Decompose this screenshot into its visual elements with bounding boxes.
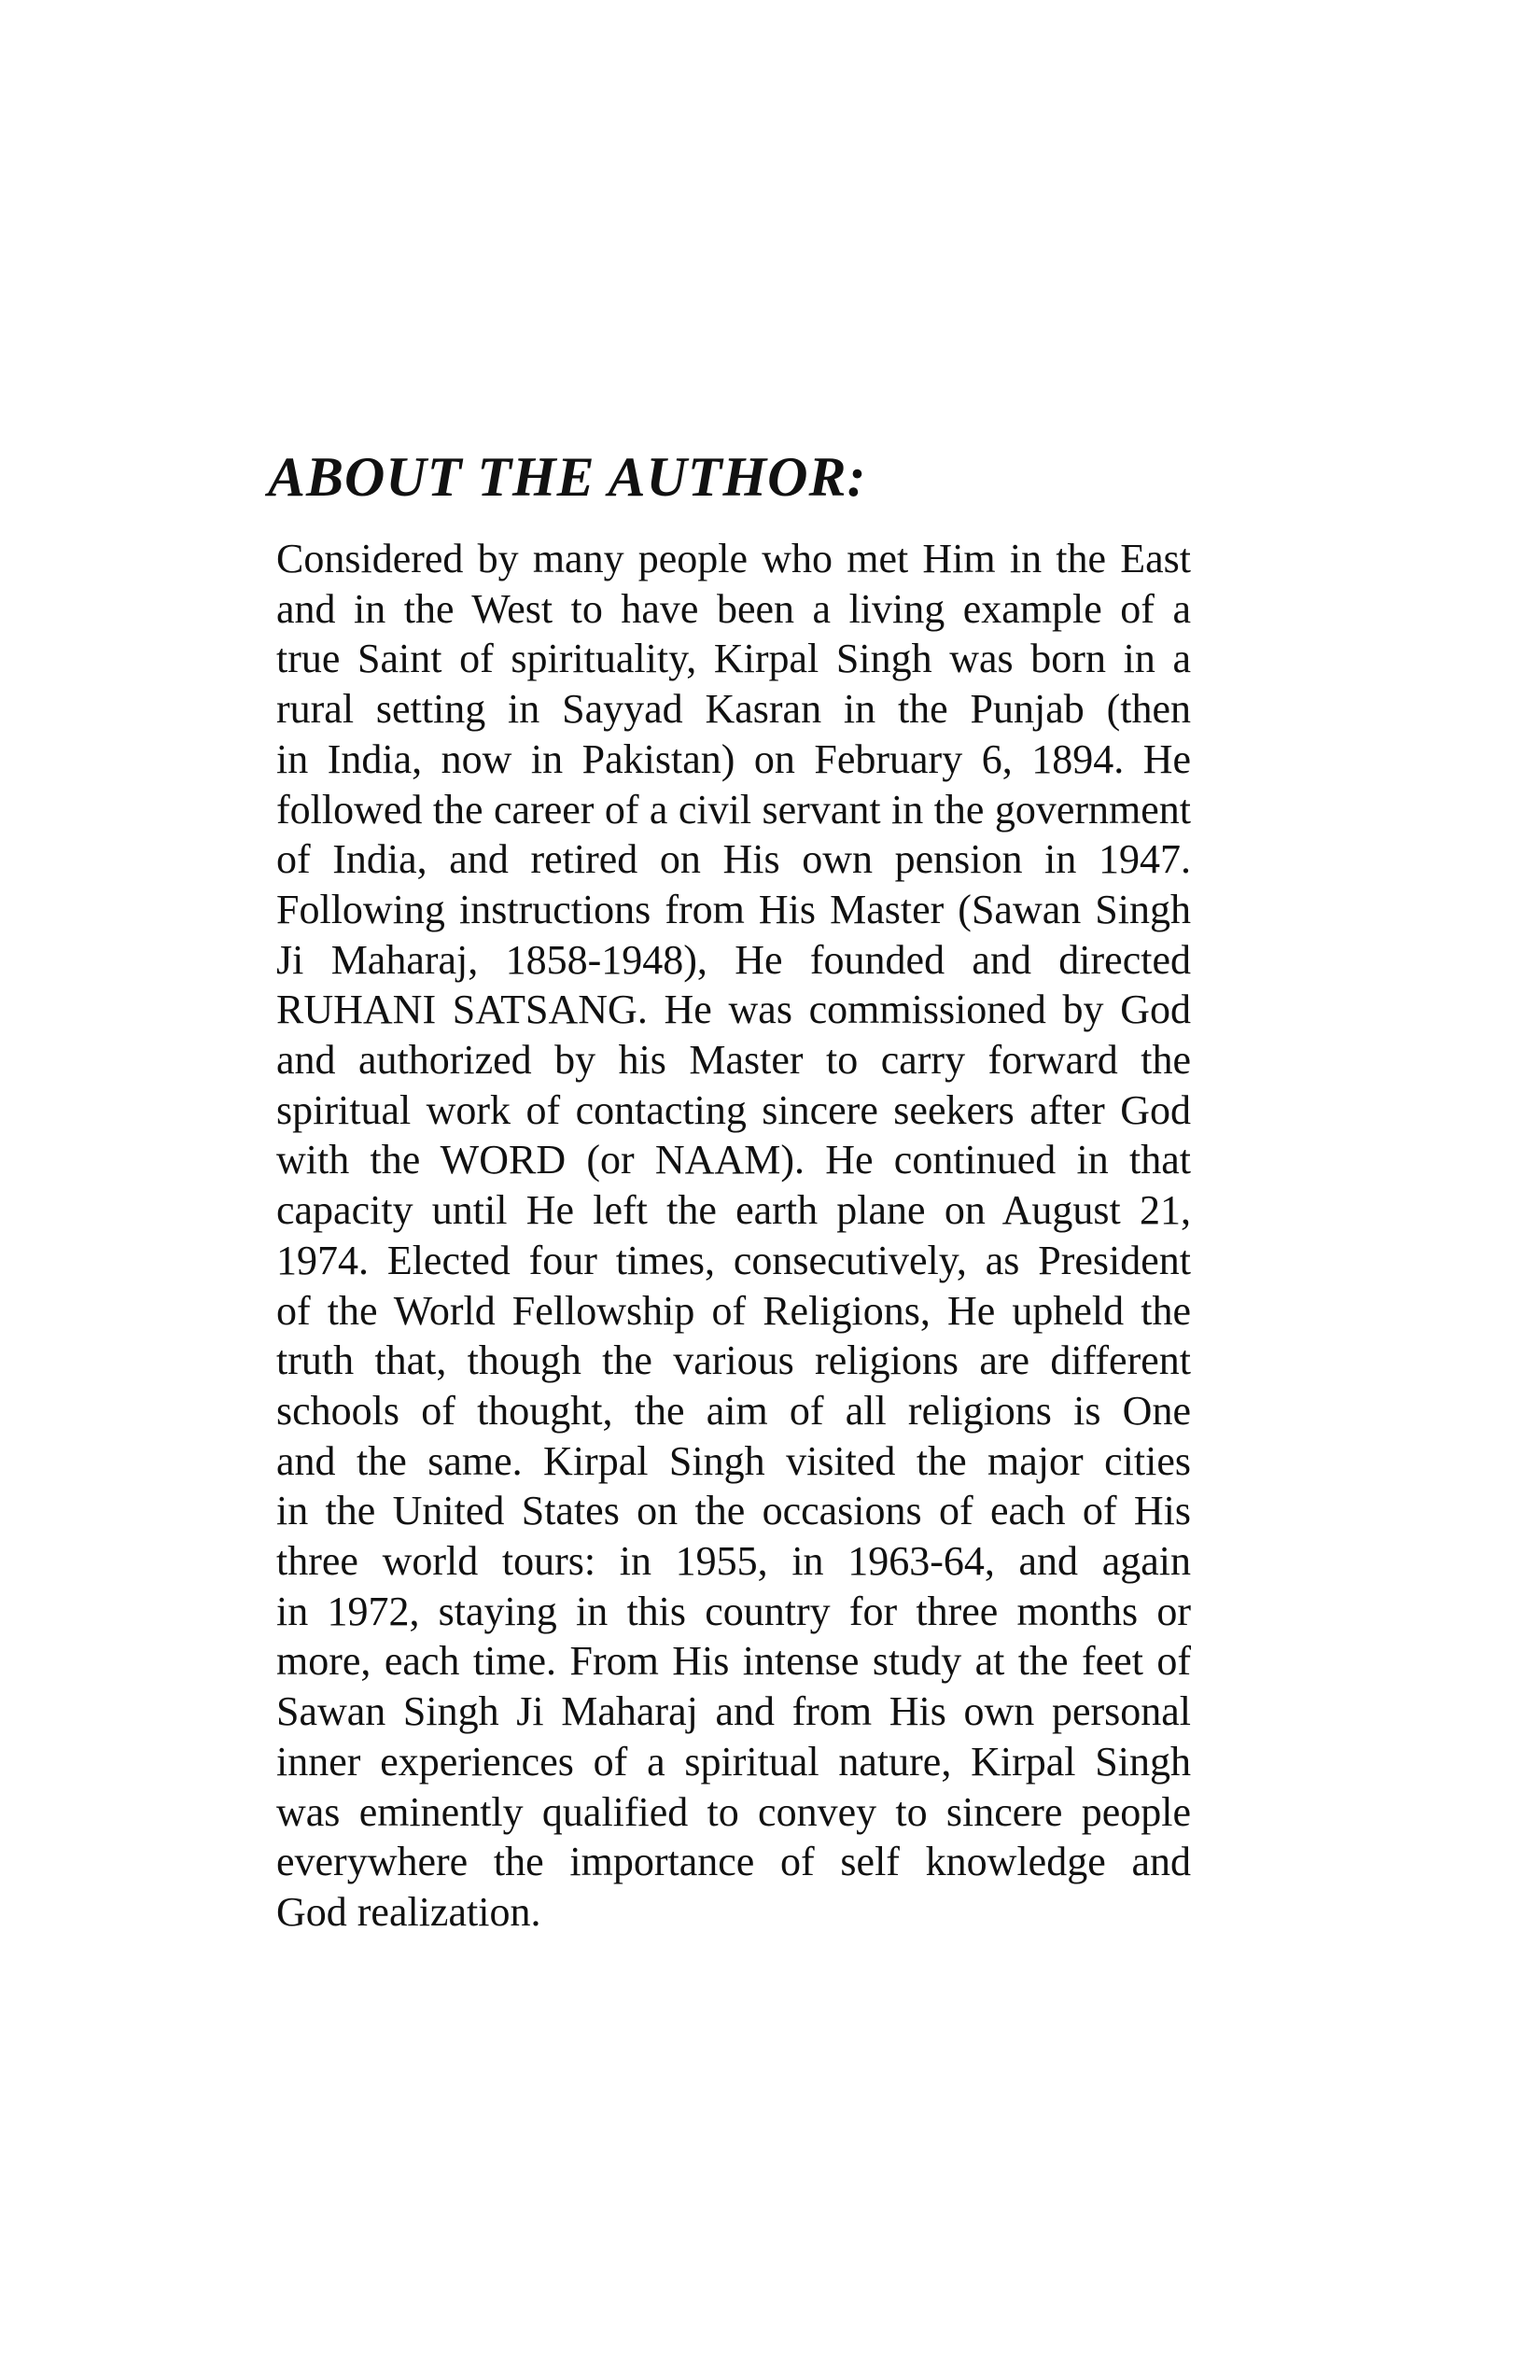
text-line: capacity until He left the earth plane on August 21, [276,1187,1191,1234]
text-line: with the WORD (or NAAM). He continued in that [276,1137,1191,1183]
text-line: followed the career of a civil servant in the government [276,786,1191,833]
text-line: and the same. Kirpal Singh visited the major cities [276,1437,1191,1484]
text-line: spiritual work of contacting sincere seekers after God [276,1086,1191,1133]
section-heading: ABOUT THE AUTHOR: [268,446,867,508]
text-line: everywhere the importance of self knowledge and [276,1839,1191,1885]
text-line: of the World Fellowship of Religions, He upheld the [276,1287,1191,1334]
text-line: was eminently qualified to convey to sincere people [276,1788,1191,1835]
author-biography [276,534,1191,1938]
text-line: Ji Maharaj, 1858-1948), He founded and directed [276,936,1191,983]
text-line: truth that, though the various religions are different [276,1337,1191,1384]
text-line: and authorized by his Master to carry forward the [276,1037,1191,1084]
text-line: and in the West to have been a living example of a [276,585,1191,632]
text-line: Following instructions from His Master (Sawan Singh [276,886,1191,932]
text-line: three world tours: in 1955, in 1963-64, and again [276,1538,1191,1585]
text-line: more, each time. From His intense study at the feet of [276,1638,1191,1685]
text-line: in the United States on the occasions of each of His [276,1488,1191,1534]
text-line: Sawan Singh Ji Maharaj and from His own personal [276,1688,1191,1735]
text-line: true Saint of spirituality, Kirpal Singh was born in a [276,636,1191,682]
text-line: God realization. [276,1888,541,1935]
text-line: of India, and retired on His own pension in 1947. [276,836,1191,883]
text-line: 1974. Elected four times, consecutively, as President [276,1237,1191,1283]
text-line: inner experiences of a spiritual nature, Kirpal Singh [276,1738,1191,1785]
text-line: in India, now in Pakistan) on February 6, 1894. He [276,735,1191,782]
text-line: rural setting in Sayyad Kasran in the Punjab (then [276,686,1191,733]
text-line: RUHANI SATSANG. He was commissioned by God [276,987,1191,1033]
text-line: schools of thought, the aim of all religions is One [276,1387,1191,1434]
text-line: in 1972, staying in this country for three months or [276,1588,1191,1634]
text-line: Considered by many people who met Him in the East [276,536,1191,581]
